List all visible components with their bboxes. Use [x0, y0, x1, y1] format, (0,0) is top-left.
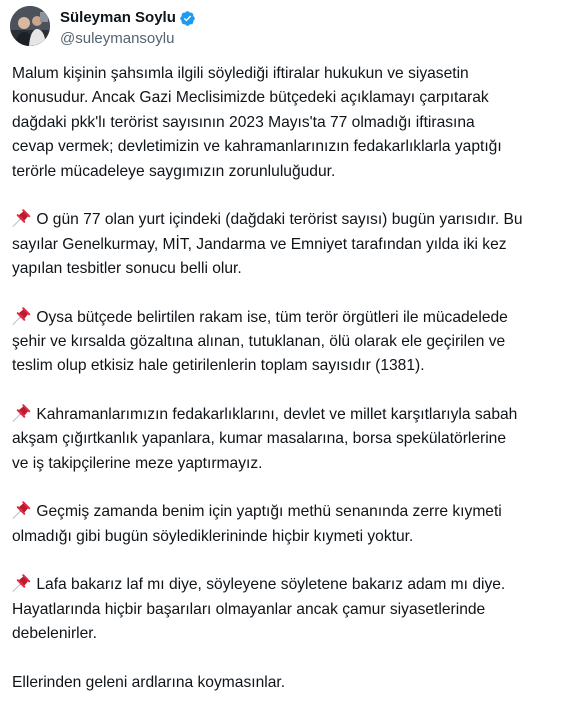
tweet-line [12, 427, 578, 451]
tweet-line-text: terörle mücadeleye saygımızın zorunluluğudur. [12, 162, 336, 180]
tweet-line [12, 354, 578, 378]
pushpin-icon [12, 404, 31, 422]
tweet-line-text: sayılar Genelkurmay, MİT, Jandarma ve Emniyet tarafından yılda iki kez [12, 235, 507, 253]
tweet-line-text: şehir ve kırsalda gözaltına alınan, tutuklanan, ölü olarak ele geçirilen ve [12, 333, 506, 351]
pushpin-icon [12, 501, 31, 519]
tweet-line [12, 111, 578, 135]
tweet-line-text: konusudur. Ancak Gazi Meclisimizde bütçedeki açıklamayı çarpıtarak [12, 89, 489, 107]
tweet-line-text: Geçmiş zamanda benim için yaptığı methü senanında zerre kıymeti [36, 503, 502, 521]
tweet-line-text: olmadığı gibi bugün söylediklerininde hiçbir kıymeti yoktur. [12, 527, 414, 545]
tweet-line-text: akşam çığırtkanlık yapanlara, kumar masalarına, borsa spekülatörlerine [12, 430, 507, 448]
tweet-line [12, 500, 578, 524]
pushpin-icon [12, 307, 31, 325]
pushpin-icon [12, 209, 31, 227]
tweet-line [12, 598, 578, 622]
tweet-line [12, 525, 578, 549]
tweet-line [12, 208, 578, 232]
avatar-image [10, 6, 50, 46]
tweet-line-text: O gün 77 olan yurt içindeki (dağdaki terörist sayısı) bugün yarısıdır. Bu [36, 211, 523, 229]
tweet-line [12, 233, 578, 257]
tweet-line [12, 135, 578, 159]
name-row [60, 9, 196, 27]
author-display-name[interactable]: Süleyman Soylu [60, 9, 176, 26]
avatar[interactable] [10, 6, 50, 46]
tweet-text [12, 62, 578, 719]
tweet-line [12, 622, 578, 646]
tweet-line-text: Malum kişinin şahsımla ilgili söylediği iftiralar hukukun ve siyasetin [12, 65, 469, 82]
tweet-line [12, 452, 578, 476]
tweet-paragraph [12, 306, 578, 379]
tweet-line-text: yapılan tesbitler sonucu belli olur. [12, 260, 242, 278]
tweet-line [12, 160, 578, 184]
tweet-line-text: Oysa bütçede belirtilen rakam ise, tüm terör örgütleri ile mücadelede [36, 308, 508, 326]
tweet-paragraph [12, 208, 578, 281]
tweet-line-text: Ellerinden geleni ardlarına koymasınlar. [12, 673, 286, 691]
tweet-line-text: teslim olup etkisiz hale getirilenlerin toplam sayısıdır (1381). [12, 357, 425, 375]
pushpin-icon [12, 574, 31, 592]
tweet-line-text: Hayatlarında hiçbir başarıları olmayanlar ancak çamur siyasetlerinde [12, 600, 486, 618]
verified-badge-icon[interactable] [179, 10, 196, 27]
tweet-line [12, 330, 578, 354]
tweet-line-text: debelenirler. [12, 625, 97, 643]
tweet-line-text: Lafa bakarız laf mı diye, söyleyene söyletene bakarız adam mı diye. [36, 576, 506, 594]
tweet-line [12, 306, 578, 330]
tweet-header [10, 6, 196, 50]
tweet-line-text: ve iş takipçilerine meze yaptırmayız. [12, 454, 263, 472]
tweet-paragraph [12, 62, 578, 184]
tweet-line-text: cevap vermek; devletimizin ve kahramanlarınızın fedakarlıklarla yaptığı [12, 138, 502, 156]
tweet-line-text: dağdaki pkk'lı terörist sayısının 2023 Mayıs'ta 77 olmadığı iftirasına [12, 113, 475, 131]
tweet-line [12, 257, 578, 281]
author-names [60, 6, 196, 48]
tweet-line [12, 573, 578, 597]
tweet-line [12, 403, 578, 427]
tweet-paragraph [12, 403, 578, 476]
tweet-line-text: Kahramanlarımızın fedakarlıklarını, devlet ve millet karşıtlarıyla sabah [36, 406, 518, 424]
tweet-paragraph [12, 573, 578, 646]
author-handle[interactable]: @suleymansoylu [60, 30, 175, 47]
tweet-paragraph [12, 500, 578, 549]
tweet-line [12, 62, 578, 86]
tweet-line [12, 86, 578, 110]
